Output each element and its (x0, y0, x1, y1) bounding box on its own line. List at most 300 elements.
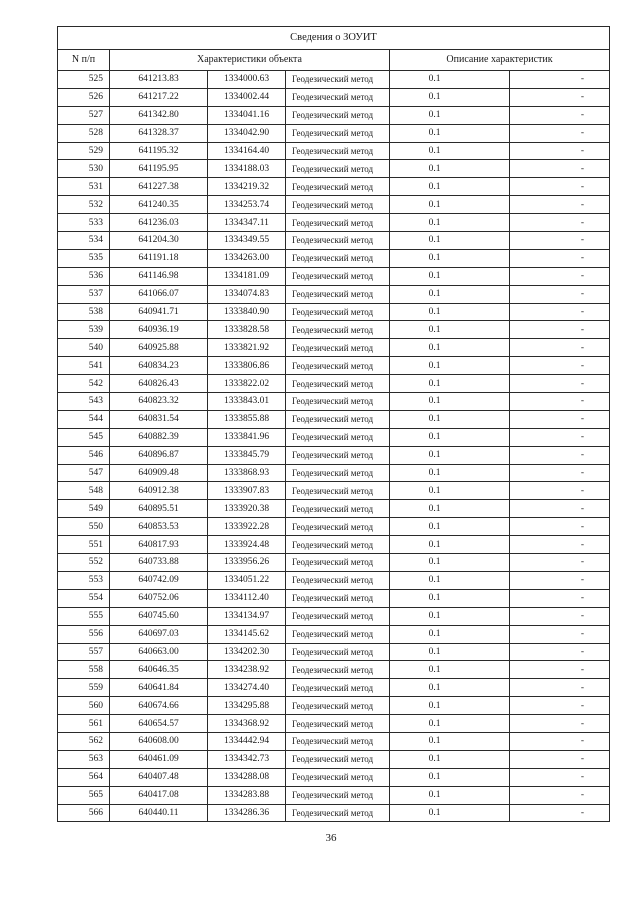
cell-y-coordinate: 1333828.58 (208, 321, 286, 339)
table-row (58, 142, 610, 160)
cell-point-number: 559 (58, 679, 110, 697)
cell-y-coordinate: 1333845.79 (208, 446, 286, 464)
cell-description: - (510, 232, 610, 250)
cell-description: - (510, 554, 610, 572)
cell-point-number: 558 (58, 661, 110, 679)
table-row (58, 124, 610, 142)
table-row (58, 285, 610, 303)
cell-x-coordinate: 640674.66 (110, 697, 208, 715)
cell-accuracy: 0.1 (390, 500, 510, 518)
cell-y-coordinate: 1334219.32 (208, 178, 286, 196)
cell-description: - (510, 375, 610, 393)
cell-y-coordinate: 1334051.22 (208, 571, 286, 589)
cell-accuracy: 0.1 (390, 643, 510, 661)
table-title: Сведения о ЗОУИТ (58, 27, 610, 50)
cell-point-number: 554 (58, 589, 110, 607)
cell-accuracy: 0.1 (390, 71, 510, 89)
cell-x-coordinate: 640895.51 (110, 500, 208, 518)
cell-point-number: 547 (58, 464, 110, 482)
cell-description: - (510, 160, 610, 178)
cell-y-coordinate: 1334002.44 (208, 88, 286, 106)
cell-accuracy: 0.1 (390, 196, 510, 214)
cell-x-coordinate: 640826.43 (110, 375, 208, 393)
cell-point-number: 543 (58, 393, 110, 411)
table-row (58, 393, 610, 411)
cell-point-number: 534 (58, 232, 110, 250)
cell-method: Геодезический метод (286, 428, 390, 446)
cell-accuracy: 0.1 (390, 214, 510, 232)
table-header-row (58, 50, 610, 71)
cell-point-number: 555 (58, 607, 110, 625)
cell-accuracy: 0.1 (390, 750, 510, 768)
cell-method: Геодезический метод (286, 375, 390, 393)
cell-description: - (510, 732, 610, 750)
cell-method: Геодезический метод (286, 339, 390, 357)
cell-x-coordinate: 641236.03 (110, 214, 208, 232)
cell-accuracy: 0.1 (390, 88, 510, 106)
table-row (58, 482, 610, 500)
table-row (58, 589, 610, 607)
cell-point-number: 537 (58, 285, 110, 303)
table-row (58, 500, 610, 518)
cell-y-coordinate: 1334181.09 (208, 267, 286, 285)
cell-x-coordinate: 641328.37 (110, 124, 208, 142)
cell-x-coordinate: 640936.19 (110, 321, 208, 339)
cell-point-number: 544 (58, 410, 110, 428)
cell-description: - (510, 410, 610, 428)
cell-accuracy: 0.1 (390, 160, 510, 178)
cell-accuracy: 0.1 (390, 124, 510, 142)
cell-accuracy: 0.1 (390, 625, 510, 643)
cell-point-number: 548 (58, 482, 110, 500)
cell-x-coordinate: 640733.88 (110, 554, 208, 572)
cell-method: Геодезический метод (286, 554, 390, 572)
cell-method: Геодезический метод (286, 178, 390, 196)
cell-method: Геодезический метод (286, 518, 390, 536)
cell-accuracy: 0.1 (390, 232, 510, 250)
table-row (58, 715, 610, 733)
cell-accuracy: 0.1 (390, 661, 510, 679)
header-description: Описание характеристик (390, 50, 610, 71)
page-number: 36 (325, 832, 337, 844)
cell-description: - (510, 196, 610, 214)
cell-point-number: 541 (58, 357, 110, 375)
cell-description: - (510, 607, 610, 625)
cell-point-number: 565 (58, 786, 110, 804)
cell-method: Геодезический метод (286, 71, 390, 89)
cell-description: - (510, 697, 610, 715)
cell-method: Геодезический метод (286, 661, 390, 679)
cell-method: Геодезический метод (286, 357, 390, 375)
cell-description: - (510, 88, 610, 106)
table-row (58, 267, 610, 285)
cell-method: Геодезический метод (286, 285, 390, 303)
cell-point-number: 526 (58, 88, 110, 106)
cell-accuracy: 0.1 (390, 464, 510, 482)
table-row (58, 804, 610, 822)
cell-description: - (510, 249, 610, 267)
table-row (58, 249, 610, 267)
cell-x-coordinate: 640896.87 (110, 446, 208, 464)
cell-y-coordinate: 1334274.40 (208, 679, 286, 697)
cell-accuracy: 0.1 (390, 178, 510, 196)
cell-method: Геодезический метод (286, 536, 390, 554)
cell-method: Геодезический метод (286, 571, 390, 589)
cell-x-coordinate: 640608.00 (110, 732, 208, 750)
cell-method: Геодезический метод (286, 786, 390, 804)
cell-y-coordinate: 1334042.90 (208, 124, 286, 142)
cell-x-coordinate: 640909.48 (110, 464, 208, 482)
cell-description: - (510, 768, 610, 786)
cell-point-number: 532 (58, 196, 110, 214)
cell-method: Геодезический метод (286, 106, 390, 124)
cell-method: Геодезический метод (286, 464, 390, 482)
cell-y-coordinate: 1334263.00 (208, 249, 286, 267)
header-characteristics: Характеристики объекта (110, 50, 390, 71)
cell-y-coordinate: 1334442.94 (208, 732, 286, 750)
cell-description: - (510, 178, 610, 196)
table-row (58, 106, 610, 124)
cell-point-number: 530 (58, 160, 110, 178)
cell-x-coordinate: 641217.22 (110, 88, 208, 106)
table-row (58, 428, 610, 446)
cell-description: - (510, 643, 610, 661)
cell-point-number: 533 (58, 214, 110, 232)
cell-method: Геодезический метод (286, 804, 390, 822)
cell-accuracy: 0.1 (390, 768, 510, 786)
cell-point-number: 542 (58, 375, 110, 393)
cell-accuracy: 0.1 (390, 267, 510, 285)
cell-accuracy: 0.1 (390, 106, 510, 124)
cell-description: - (510, 786, 610, 804)
table-row (58, 410, 610, 428)
cell-y-coordinate: 1334253.74 (208, 196, 286, 214)
table-row (58, 88, 610, 106)
cell-point-number: 527 (58, 106, 110, 124)
table-row (58, 214, 610, 232)
table-row (58, 571, 610, 589)
cell-accuracy: 0.1 (390, 339, 510, 357)
cell-x-coordinate: 640752.06 (110, 589, 208, 607)
cell-y-coordinate: 1333956.26 (208, 554, 286, 572)
zouit-table (57, 26, 610, 822)
cell-x-coordinate: 640417.08 (110, 786, 208, 804)
cell-method: Геодезический метод (286, 232, 390, 250)
cell-accuracy: 0.1 (390, 410, 510, 428)
cell-accuracy: 0.1 (390, 804, 510, 822)
cell-x-coordinate: 640663.00 (110, 643, 208, 661)
cell-method: Геодезический метод (286, 142, 390, 160)
cell-method: Геодезический метод (286, 643, 390, 661)
cell-method: Геодезический метод (286, 607, 390, 625)
cell-point-number: 551 (58, 536, 110, 554)
cell-description: - (510, 214, 610, 232)
cell-description: - (510, 393, 610, 411)
cell-y-coordinate: 1333868.93 (208, 464, 286, 482)
cell-point-number: 550 (58, 518, 110, 536)
cell-method: Геодезический метод (286, 303, 390, 321)
cell-y-coordinate: 1333855.88 (208, 410, 286, 428)
cell-x-coordinate: 640823.32 (110, 393, 208, 411)
cell-description: - (510, 106, 610, 124)
cell-accuracy: 0.1 (390, 446, 510, 464)
cell-point-number: 562 (58, 732, 110, 750)
cell-accuracy: 0.1 (390, 697, 510, 715)
cell-description: - (510, 142, 610, 160)
cell-x-coordinate: 641195.32 (110, 142, 208, 160)
cell-description: - (510, 303, 610, 321)
cell-y-coordinate: 1333822.02 (208, 375, 286, 393)
cell-x-coordinate: 641191.18 (110, 249, 208, 267)
cell-y-coordinate: 1334238.92 (208, 661, 286, 679)
cell-accuracy: 0.1 (390, 536, 510, 554)
cell-point-number: 546 (58, 446, 110, 464)
cell-method: Геодезический метод (286, 697, 390, 715)
table-row (58, 178, 610, 196)
cell-y-coordinate: 1333920.38 (208, 500, 286, 518)
cell-point-number: 531 (58, 178, 110, 196)
cell-method: Геодезический метод (286, 715, 390, 733)
cell-accuracy: 0.1 (390, 518, 510, 536)
cell-description: - (510, 71, 610, 89)
table-row (58, 357, 610, 375)
cell-description: - (510, 536, 610, 554)
cell-x-coordinate: 641066.07 (110, 285, 208, 303)
table-row (58, 750, 610, 768)
cell-accuracy: 0.1 (390, 554, 510, 572)
cell-point-number: 564 (58, 768, 110, 786)
cell-method: Геодезический метод (286, 732, 390, 750)
table-row (58, 464, 610, 482)
cell-description: - (510, 464, 610, 482)
cell-point-number: 545 (58, 428, 110, 446)
cell-y-coordinate: 1333806.86 (208, 357, 286, 375)
table-row (58, 679, 610, 697)
cell-x-coordinate: 640745.60 (110, 607, 208, 625)
table-row (58, 554, 610, 572)
cell-accuracy: 0.1 (390, 732, 510, 750)
cell-x-coordinate: 640831.54 (110, 410, 208, 428)
table-row (58, 446, 610, 464)
table-row (58, 786, 610, 804)
cell-point-number: 560 (58, 697, 110, 715)
cell-accuracy: 0.1 (390, 321, 510, 339)
cell-point-number: 556 (58, 625, 110, 643)
cell-accuracy: 0.1 (390, 393, 510, 411)
cell-y-coordinate: 1334349.55 (208, 232, 286, 250)
cell-x-coordinate: 640941.71 (110, 303, 208, 321)
cell-y-coordinate: 1334283.88 (208, 786, 286, 804)
cell-y-coordinate: 1334134.97 (208, 607, 286, 625)
cell-method: Геодезический метод (286, 679, 390, 697)
cell-y-coordinate: 1333841.96 (208, 428, 286, 446)
cell-method: Геодезический метод (286, 249, 390, 267)
cell-y-coordinate: 1334286.36 (208, 804, 286, 822)
cell-method: Геодезический метод (286, 267, 390, 285)
table-row (58, 375, 610, 393)
cell-accuracy: 0.1 (390, 679, 510, 697)
cell-description: - (510, 267, 610, 285)
cell-accuracy: 0.1 (390, 571, 510, 589)
cell-y-coordinate: 1333907.83 (208, 482, 286, 500)
cell-point-number: 563 (58, 750, 110, 768)
cell-description: - (510, 357, 610, 375)
cell-x-coordinate: 640407.48 (110, 768, 208, 786)
cell-y-coordinate: 1334188.03 (208, 160, 286, 178)
cell-description: - (510, 750, 610, 768)
cell-accuracy: 0.1 (390, 357, 510, 375)
cell-point-number: 525 (58, 71, 110, 89)
cell-x-coordinate: 641204.30 (110, 232, 208, 250)
cell-y-coordinate: 1334342.73 (208, 750, 286, 768)
cell-x-coordinate: 640742.09 (110, 571, 208, 589)
cell-y-coordinate: 1334000.63 (208, 71, 286, 89)
cell-point-number: 535 (58, 249, 110, 267)
cell-method: Геодезический метод (286, 393, 390, 411)
cell-x-coordinate: 640641.84 (110, 679, 208, 697)
cell-description: - (510, 124, 610, 142)
table-row (58, 643, 610, 661)
cell-point-number: 549 (58, 500, 110, 518)
cell-y-coordinate: 1334112.40 (208, 589, 286, 607)
cell-description: - (510, 428, 610, 446)
cell-accuracy: 0.1 (390, 142, 510, 160)
table-row (58, 768, 610, 786)
cell-x-coordinate: 640817.93 (110, 536, 208, 554)
cell-x-coordinate: 641146.98 (110, 267, 208, 285)
cell-x-coordinate: 640834.23 (110, 357, 208, 375)
table-title-row (58, 27, 610, 50)
cell-point-number: 529 (58, 142, 110, 160)
cell-x-coordinate: 641213.83 (110, 71, 208, 89)
cell-y-coordinate: 1333840.90 (208, 303, 286, 321)
cell-accuracy: 0.1 (390, 303, 510, 321)
cell-y-coordinate: 1333843.01 (208, 393, 286, 411)
cell-method: Геодезический метод (286, 482, 390, 500)
cell-accuracy: 0.1 (390, 786, 510, 804)
table-row (58, 536, 610, 554)
table-row (58, 518, 610, 536)
cell-method: Геодезический метод (286, 321, 390, 339)
cell-description: - (510, 482, 610, 500)
table-row (58, 71, 610, 89)
cell-y-coordinate: 1334202.30 (208, 643, 286, 661)
cell-x-coordinate: 641342.80 (110, 106, 208, 124)
cell-method: Геодезический метод (286, 214, 390, 232)
cell-accuracy: 0.1 (390, 375, 510, 393)
cell-y-coordinate: 1334164.40 (208, 142, 286, 160)
cell-description: - (510, 321, 610, 339)
zouit-table-body (58, 27, 610, 822)
cell-method: Геодезический метод (286, 625, 390, 643)
cell-x-coordinate: 640853.53 (110, 518, 208, 536)
cell-description: - (510, 661, 610, 679)
cell-point-number: 561 (58, 715, 110, 733)
table-row (58, 321, 610, 339)
cell-x-coordinate: 640654.57 (110, 715, 208, 733)
cell-x-coordinate: 640925.88 (110, 339, 208, 357)
table-row (58, 339, 610, 357)
cell-x-coordinate: 641240.35 (110, 196, 208, 214)
cell-y-coordinate: 1334368.92 (208, 715, 286, 733)
cell-description: - (510, 625, 610, 643)
cell-y-coordinate: 1334041.16 (208, 106, 286, 124)
cell-y-coordinate: 1334288.08 (208, 768, 286, 786)
cell-description: - (510, 679, 610, 697)
cell-point-number: 539 (58, 321, 110, 339)
cell-point-number: 538 (58, 303, 110, 321)
cell-description: - (510, 446, 610, 464)
table-row (58, 732, 610, 750)
cell-point-number: 552 (58, 554, 110, 572)
cell-method: Геодезический метод (286, 196, 390, 214)
cell-accuracy: 0.1 (390, 589, 510, 607)
cell-y-coordinate: 1333821.92 (208, 339, 286, 357)
cell-method: Геодезический метод (286, 410, 390, 428)
cell-method: Геодезический метод (286, 750, 390, 768)
cell-method: Геодезический метод (286, 768, 390, 786)
cell-method: Геодезический метод (286, 500, 390, 518)
table-row (58, 303, 610, 321)
cell-method: Геодезический метод (286, 124, 390, 142)
cell-description: - (510, 339, 610, 357)
cell-y-coordinate: 1333924.48 (208, 536, 286, 554)
table-row (58, 697, 610, 715)
cell-x-coordinate: 640646.35 (110, 661, 208, 679)
cell-y-coordinate: 1334074.83 (208, 285, 286, 303)
cell-y-coordinate: 1333922.28 (208, 518, 286, 536)
table-row (58, 160, 610, 178)
cell-x-coordinate: 640440.11 (110, 804, 208, 822)
cell-accuracy: 0.1 (390, 249, 510, 267)
cell-point-number: 540 (58, 339, 110, 357)
cell-description: - (510, 518, 610, 536)
cell-description: - (510, 500, 610, 518)
table-row (58, 196, 610, 214)
cell-method: Геодезический метод (286, 446, 390, 464)
table-row (58, 232, 610, 250)
table-row (58, 607, 610, 625)
cell-x-coordinate: 640912.38 (110, 482, 208, 500)
cell-x-coordinate: 640882.39 (110, 428, 208, 446)
cell-method: Геодезический метод (286, 88, 390, 106)
cell-point-number: 553 (58, 571, 110, 589)
cell-description: - (510, 804, 610, 822)
cell-x-coordinate: 640697.03 (110, 625, 208, 643)
cell-y-coordinate: 1334347.11 (208, 214, 286, 232)
cell-accuracy: 0.1 (390, 607, 510, 625)
cell-description: - (510, 715, 610, 733)
cell-method: Геодезический метод (286, 160, 390, 178)
table-row (58, 625, 610, 643)
cell-point-number: 557 (58, 643, 110, 661)
cell-point-number: 528 (58, 124, 110, 142)
header-num: N п/п (58, 50, 110, 71)
cell-x-coordinate: 641227.38 (110, 178, 208, 196)
cell-x-coordinate: 641195.95 (110, 160, 208, 178)
cell-description: - (510, 589, 610, 607)
cell-y-coordinate: 1334295.88 (208, 697, 286, 715)
cell-accuracy: 0.1 (390, 428, 510, 446)
cell-description: - (510, 285, 610, 303)
cell-y-coordinate: 1334145.62 (208, 625, 286, 643)
cell-method: Геодезический метод (286, 589, 390, 607)
cell-description: - (510, 571, 610, 589)
cell-point-number: 536 (58, 267, 110, 285)
cell-accuracy: 0.1 (390, 715, 510, 733)
cell-x-coordinate: 640461.09 (110, 750, 208, 768)
table-row (58, 661, 610, 679)
